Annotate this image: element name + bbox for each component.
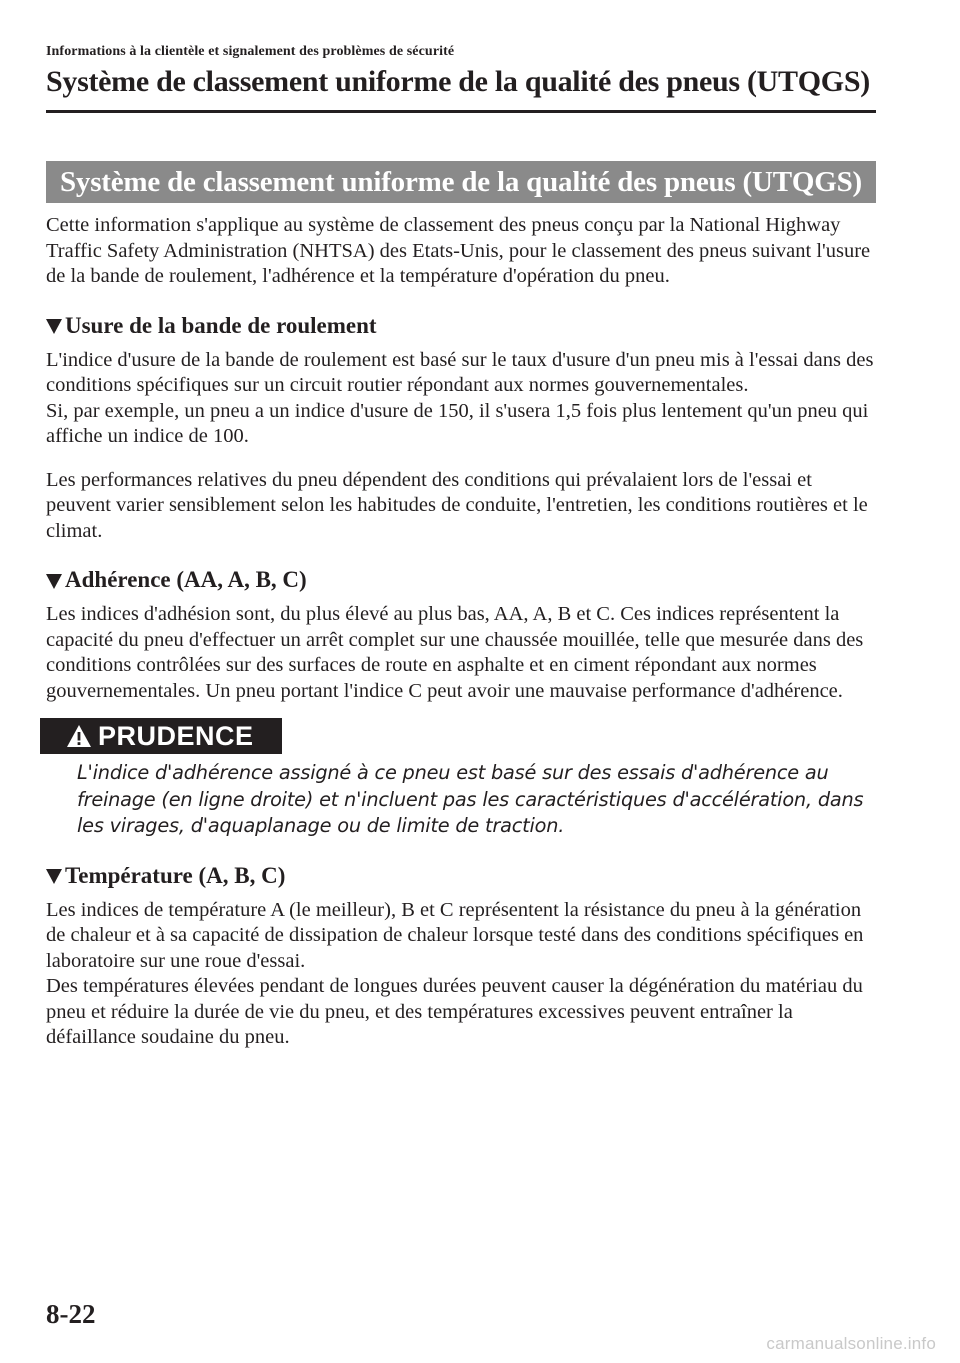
paragraph-gap	[46, 450, 876, 468]
page-number: 8-22	[46, 1299, 96, 1329]
temperature-paragraph-1: Les indices de température A (le meilleur), B et C représentent la résistance du pneu à la génération de chaleur et à sa capacité de dissipation de chaleur lorsque testé dans des conditions spécifiques en laboratoire sur une roue d'essai.	[46, 898, 864, 972]
treadwear-paragraph-2: Si, par exemple, un pneu a un indice d'usure de 150, il s'usera 1,5 fois plus lentement qu'un pneu qui affiche un indice de 100.	[46, 399, 869, 447]
caution-label: PRUDENCE	[98, 720, 254, 751]
caution-text: L'indice d'adhérence assigné à ce pneu est basé sur des essais d'adhérence au freinage (en ligne droite) et n'incluent pas les caractéristiques d'accélération, dans les virages, d'aquaplanage ou de limite de traction.	[77, 761, 864, 837]
content	[46, 213, 876, 1051]
temperature-heading	[46, 862, 876, 890]
warning-triangle-icon	[66, 724, 92, 748]
chapter-title: Système de classement uniforme de la qualité des pneus (UTQGS)	[46, 65, 870, 98]
temperature-heading-text: Température (A, B, C)	[65, 862, 286, 888]
treadwear-heading-text: Usure de la bande de roulement	[65, 312, 377, 338]
triangle-bullet-icon	[46, 319, 62, 334]
triangle-bullet-icon	[46, 574, 62, 589]
caution-badge	[40, 718, 282, 754]
section-banner: Système de classement uniforme de la qualité des pneus (UTQGS)	[46, 161, 876, 203]
temperature-paragraph-2: Des températures élevées pendant de longues durées peuvent causer la dégénération du matériau du pneu et réduire la durée de vie du pneu, et des températures excessives peuvent entraîner la défaillance soudaine du pneu.	[46, 975, 863, 1048]
treadwear-paragraph-1: L'indice d'usure de la bande de roulement est basé sur le taux d'usure d'un pneu mis à l'essai dans des conditions spécifiques sur un circuit routier répondant aux normes gouvernementales.	[46, 348, 874, 396]
intro-paragraph: Cette information s'applique au système de classement des pneus conçu par la National Highway Traffic Safety Administration (NHTSA) des Etats-Unis, pour le classement des pneus suivant l'usure de la bande de roulement, l'adhérence et la température d'opération du pneu.	[46, 214, 871, 287]
treadwear-paragraph-3: Les performances relatives du pneu dépendent des conditions qui prévalaient lors de l'essai et peuvent varier sensiblement selon les habitudes de conduite, l'entretien, les conditions routières et le climat.	[46, 468, 868, 542]
title-rule	[46, 110, 876, 113]
watermark: carmanualsonline.info	[766, 1334, 936, 1353]
traction-heading-text: Adhérence (AA, A, B, C)	[65, 567, 307, 592]
running-head: Informations à la clientèle et signalement des problèmes de sécurité	[46, 44, 455, 59]
treadwear-heading	[46, 312, 876, 340]
triangle-bullet-icon	[46, 869, 62, 884]
traction-paragraph: Les indices d'adhésion sont, du plus élevé au plus bas, AA, A, B et C. Ces indices représentent la capacité du pneu d'effectuer un arrêt complet sur une chaussée mouillée, telle que mesurée dans des conditions contrôlées sur des surfaces de route en asphalte et en ciment répondant aux normes gouvernementales. Un pneu portant l'indice C peut avoir une mauvaise performance d'adhérence.	[46, 603, 864, 702]
traction-heading	[46, 566, 876, 594]
